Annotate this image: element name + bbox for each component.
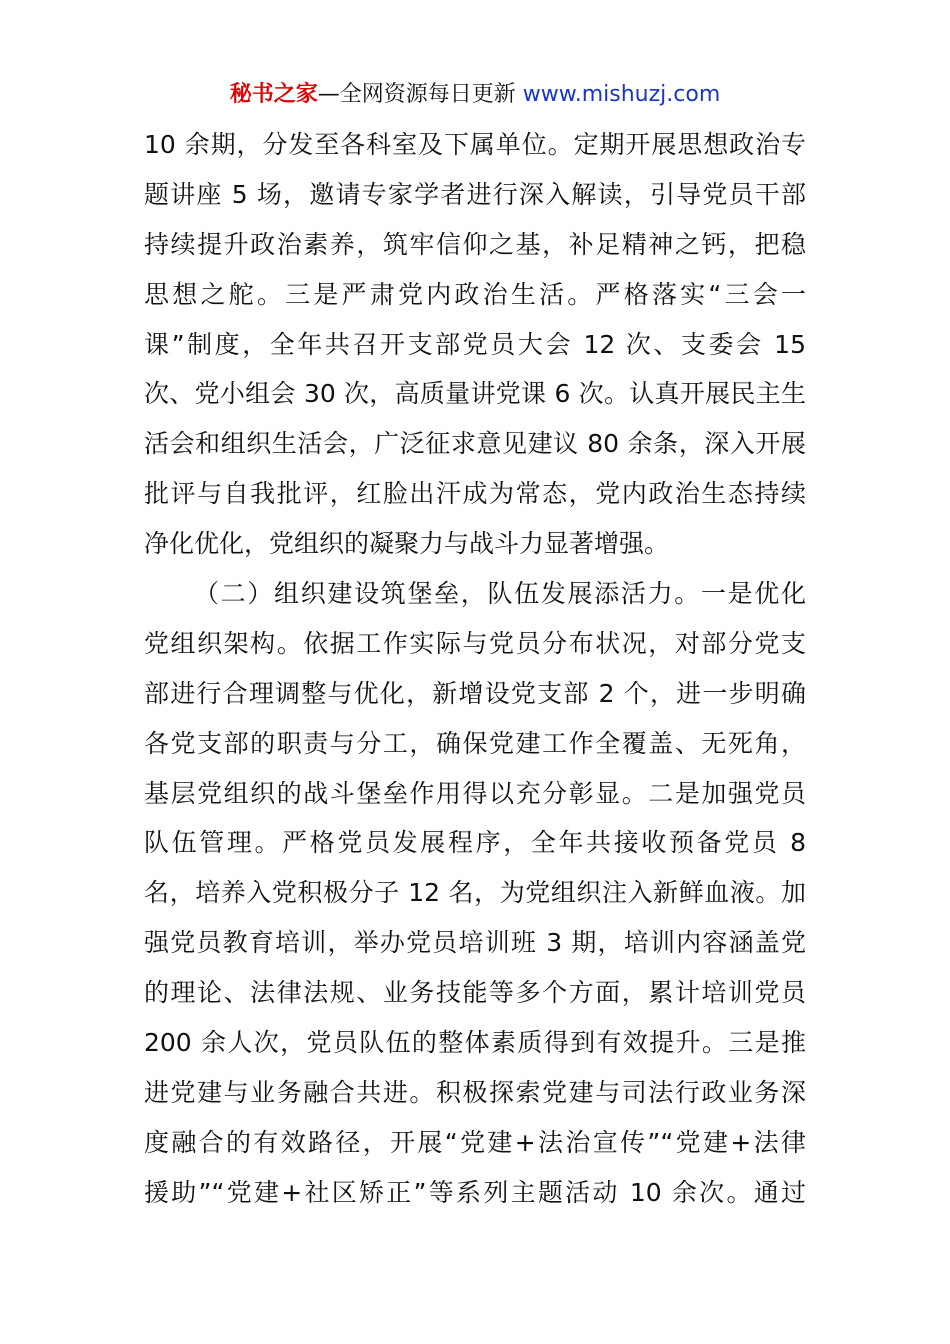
body-line: 队伍管理。严格党员发展程序，全年共接收预备党员 8 (144, 828, 806, 858)
page-header (0, 80, 950, 110)
header-brand: 秘书之家 (229, 82, 318, 107)
body-line: 强党员教育培训，举办党员培训班 3 期，培训内容涵盖党 (144, 928, 806, 958)
body-line: 活会和组织生活会，广泛征求意见建议 80 余条，深入开展 (144, 429, 806, 459)
body-line: 题讲座 5 场，邀请专家学者进行深入解读，引导党员干部 (144, 179, 806, 209)
body-line: 党组织架构。依据工作实际与党员分布状况，对部分党支 (144, 628, 806, 658)
body-line: 的理论、法律法规、业务技能等多个方面，累计培训党员 (144, 978, 806, 1008)
body-line: 批评与自我批评，红脸出汗成为常态，党内政治生态持续 (144, 479, 806, 509)
body-line: 进党建与业务融合共进。积极探索党建与司法行政业务深 (144, 1077, 806, 1107)
body-line: 课”制度，全年共召开支部党员大会 12 次、支委会 15 (144, 329, 806, 359)
body-line: 10 余期，分发至各科室及下属单位。定期开展思想政治专 (144, 130, 806, 159)
body-line: 200 余人次，党员队伍的整体素质得到有效提升。三是推 (144, 1028, 806, 1058)
body-line: 次、党小组会 30 次，高质量讲党课 6 次。认真开展民主生 (144, 379, 806, 409)
body-line: 各党支部的职责与分工，确保党建工作全覆盖、无死角， (144, 728, 806, 758)
body-line: 度融合的有效路径，开展“党建+法治宣传”“党建+法律 (144, 1127, 806, 1157)
paragraph-heading-line: （二）组织建设筑堡垒，队伍发展添活力。一是优化 (194, 579, 806, 609)
body-line: 名，培养入党积极分子 12 名，为党组织注入新鲜血液。加 (144, 878, 806, 908)
header-site-link[interactable]: www.mishuzj.com (522, 82, 721, 107)
body-line: 部进行合理调整与优化，新增设党支部 2 个，进一步明确 (144, 678, 806, 708)
document-body (144, 120, 806, 1218)
body-line: 援助”“党建+社区矫正”等系列主题活动 10 余次。通过 (144, 1177, 806, 1207)
body-line: 持续提升政治素养，筑牢信仰之基，补足精神之钙，把稳 (144, 229, 806, 259)
body-line: 思想之舵。三是严肃党内政治生活。严格落实“三会一 (144, 279, 806, 309)
body-line: 基层党组织的战斗堡垒作用得以充分彰显。二是加强党员 (144, 778, 806, 808)
body-line: 净化优化，党组织的凝聚力与战斗力显著增强。 (144, 529, 670, 559)
header-tagline: —全网资源每日更新 (317, 82, 523, 107)
